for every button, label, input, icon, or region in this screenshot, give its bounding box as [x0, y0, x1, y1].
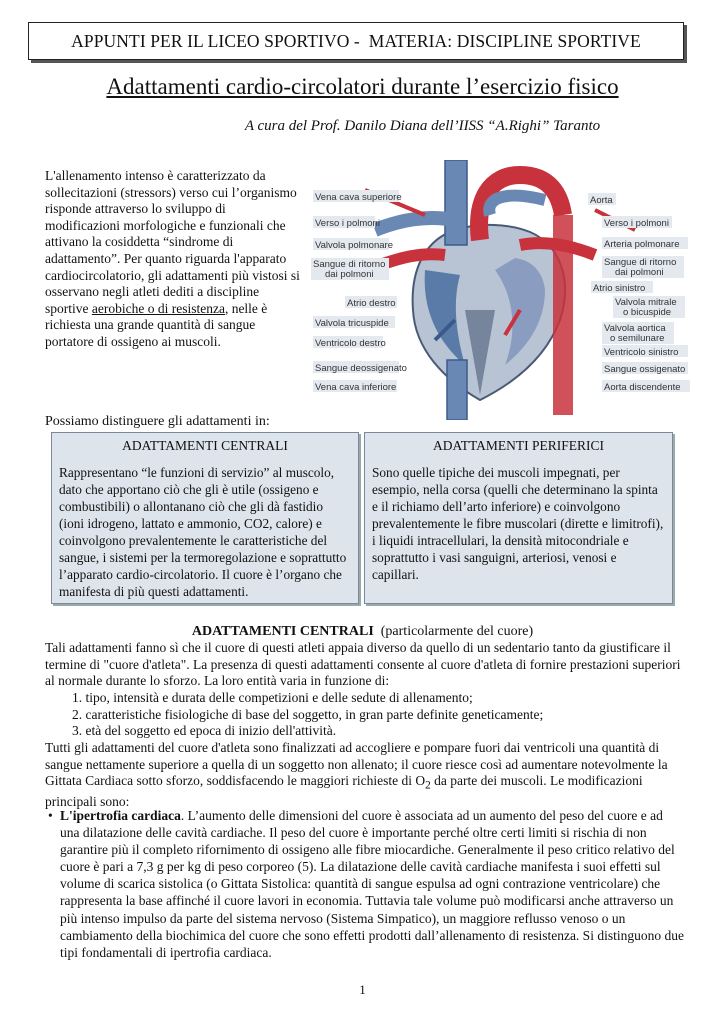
box-peripheral-title: ADATTAMENTI PERIFERICI	[432, 438, 605, 453]
box-peripheral	[364, 432, 673, 604]
bullet-text: . L’aumento delle dimensioni del cuore è associata ad un aumento del peso del cuore e ad una dilatazione delle cavità cardiache. Il peso del cuore è importante perché oltre certi limiti si rischia di non garantire più il completo rifornimento di ossigeno alle fibre miocardiche. Generalmente il peso critico relativo del cuore è pari a 7,3 g per kg di peso corporeo (5). La dilatazione delle cavità cardiache manifesta i suoi effetti sul volume di scarica sistolica (o Gittata Sistolica: quantità di sangue espulsa ad ogni contrazione ventricolare) che rappresenta la base affinché il cuore lavori in economia. Tuttavia tale volume può modificarsi anche attraverso un più intenso impulso da parte del sistema nervoso (Sistema Simpatico), un maggiore reflusso venoso o un cambiamento della biochimica del cuore che sono effetti prodotti dall’allenamento di resistenza. Si distinguono due tipi fondamentali di ipertrofia cardiaca.	[60, 808, 684, 960]
header-box	[28, 22, 684, 60]
paragraph-1: Tali adattamenti fanno sì che il cuore di questi atleti appaia diverso da quello di un sedentario tanto da giustificare il termine di "cuore d'atleta". La presenza di questi adattamenti consente al cuore d'atleta di fornire prestazioni superiori al normale durante lo sforzo. La loro entità varia in funzione di:	[45, 640, 681, 689]
label-valvola-mitrale2: o bicuspide	[623, 307, 672, 318]
label-sangue-ritorno-r2: dai polmoni	[615, 267, 664, 278]
label-vena-cava-inf: Vena cava inferiore	[315, 382, 397, 393]
list-item: 3. età del soggetto ed epoca di inizio dell'attività.	[72, 723, 337, 739]
label-aorta: Aorta	[590, 195, 613, 206]
paragraph-2-text: Tutti gli adattamenti del cuore d'atleta sono finalizzati ad accogliere e pompare fuori dai ventricoli una quantità di sangue nettamente superiore a quella di un soggetto non allenato; il cuore riesce così ad aumentare notevolmente la Gittata Cardiaca sotto sforzo, soddisfacendo le maggiori richieste di O	[45, 740, 668, 789]
intro-text-end: , nelle è richiesta una grande quantità di sangue portatore di ossigeno ai muscoli.	[45, 300, 268, 349]
label-aorta-discendente: Aorta discendente	[604, 382, 681, 393]
label-atrio-destro: Atrio destro	[347, 298, 396, 309]
box-central-body: Rappresentano “le funzioni di servizio” al muscolo, dato che apportano ciò che gli è utile (ossigeno e combustibili) o allontanano ciò che gli dà fastidio (ioni idrogeno, lattato e ammonio, CO2, calore) e coinvolgono prevalentemente le caratteristiche del sangue, i sistemi per la termoregolazione e soprattutto l’apparato cardio-circolatorio. Il cuore è l’organo che manifesta di più questi adattamenti.	[59, 465, 347, 599]
factors-list	[72, 690, 543, 740]
label-sangue-deossigenato: Sangue deossigenato	[315, 363, 407, 374]
heart-diagram	[305, 160, 695, 420]
label-valvola-aortica1: Valvola aortica	[604, 323, 666, 334]
list-item: 2. caratteristiche fisiologiche di base del soggetto, in gran parte definite geneticamente;	[72, 706, 544, 722]
label-arteria-polmonare: Arteria polmonare	[604, 239, 680, 250]
label-valvola-aortica2: o semilunare	[610, 333, 665, 344]
bullet-title: L'ipertrofia cardiaca	[60, 808, 181, 823]
section-heading-bold: ADATTAMENTI CENTRALI	[191, 624, 374, 639]
section-heading	[0, 624, 725, 640]
label-sangue-ritorno-l1: Sangue di ritorno	[313, 259, 386, 270]
label-sangue-ritorno-l2: dai polmoni	[325, 269, 374, 280]
distinguish-text: Possiamo distinguere gli adattamenti in:	[45, 414, 270, 429]
label-verso-polmoni-l: Verso i polmoni	[315, 218, 380, 229]
label-sangue-ritorno-r1: Sangue di ritorno	[604, 257, 677, 268]
label-ventricolo-destro: Ventricolo destro	[315, 338, 386, 349]
o2-subscript: 2	[425, 779, 431, 792]
label-valvola-mitrale1: Valvola mitrale	[615, 297, 677, 308]
intro-underlined: aerobiche o di resistenza	[91, 300, 225, 316]
list-item: 1. tipo, intensità e durata delle competizioni e delle sedute di allenamento;	[72, 690, 473, 705]
box-peripheral-body: Sono quelle tipiche dei muscoli impegnati, per esempio, nella corsa (quelli che determinano la spinta e il richiamo dell’arto inferiore) e coinvolgono prevalentemente le fibre muscolari (dirette e limitrofi), i liquidi intracellulari, la densità mitocondriale e soprattutto i vasi sanguigni, arteriosi, venosi e capillari.	[372, 465, 664, 582]
intro-text: L'allenamento intenso è caratterizzato da sollecitazioni (stressors) verso cui l’organismo risponde attraverso lo sviluppo di modificazioni morfologiche e funzionali che attivano la cosiddetta “sindrome di adattamento”. Per quanto riguarda l'apparato cardiocircolatorio, gli adattamenti più vistosi si osservano negli atleti dediti a discipline sportive	[45, 168, 300, 316]
paragraph-2-end: da parte dei muscoli. Le modificazioni principali sono:	[45, 773, 643, 810]
box-central	[51, 432, 359, 604]
label-sangue-ossigenato: Sangue ossigenato	[604, 364, 686, 375]
label-atrio-sinistro: Atrio sinistro	[593, 283, 646, 294]
bullet-dot: •	[48, 808, 53, 823]
page-number: 1	[359, 982, 366, 997]
label-vena-cava-sup: Vena cava superiore	[315, 192, 402, 203]
page-title: Adattamenti cardio-circolatori durante l’esercizio fisico	[106, 74, 619, 99]
label-valvola-polmonare: Valvola polmonare	[315, 240, 393, 251]
header-text: APPUNTI PER IL LICEO SPORTIVO - MATERIA: DISCIPLINE SPORTIVE	[71, 30, 641, 51]
box-central-title: ADATTAMENTI CENTRALI	[122, 438, 288, 453]
bullet-ipertrofia	[48, 807, 685, 961]
page-subtitle: A cura del Prof. Danilo Diana dell’IISS “A.Righi” Taranto	[244, 118, 601, 134]
intro-paragraph	[45, 168, 303, 351]
label-valvola-tricuspide: Valvola tricuspide	[315, 318, 389, 329]
paragraph-2	[45, 740, 685, 811]
label-ventricolo-sinistro: Ventricolo sinistro	[604, 347, 679, 358]
label-verso-polmoni-r: Verso i polmoni	[604, 218, 669, 229]
section-heading-note: (particolarmente del cuore)	[380, 624, 534, 639]
